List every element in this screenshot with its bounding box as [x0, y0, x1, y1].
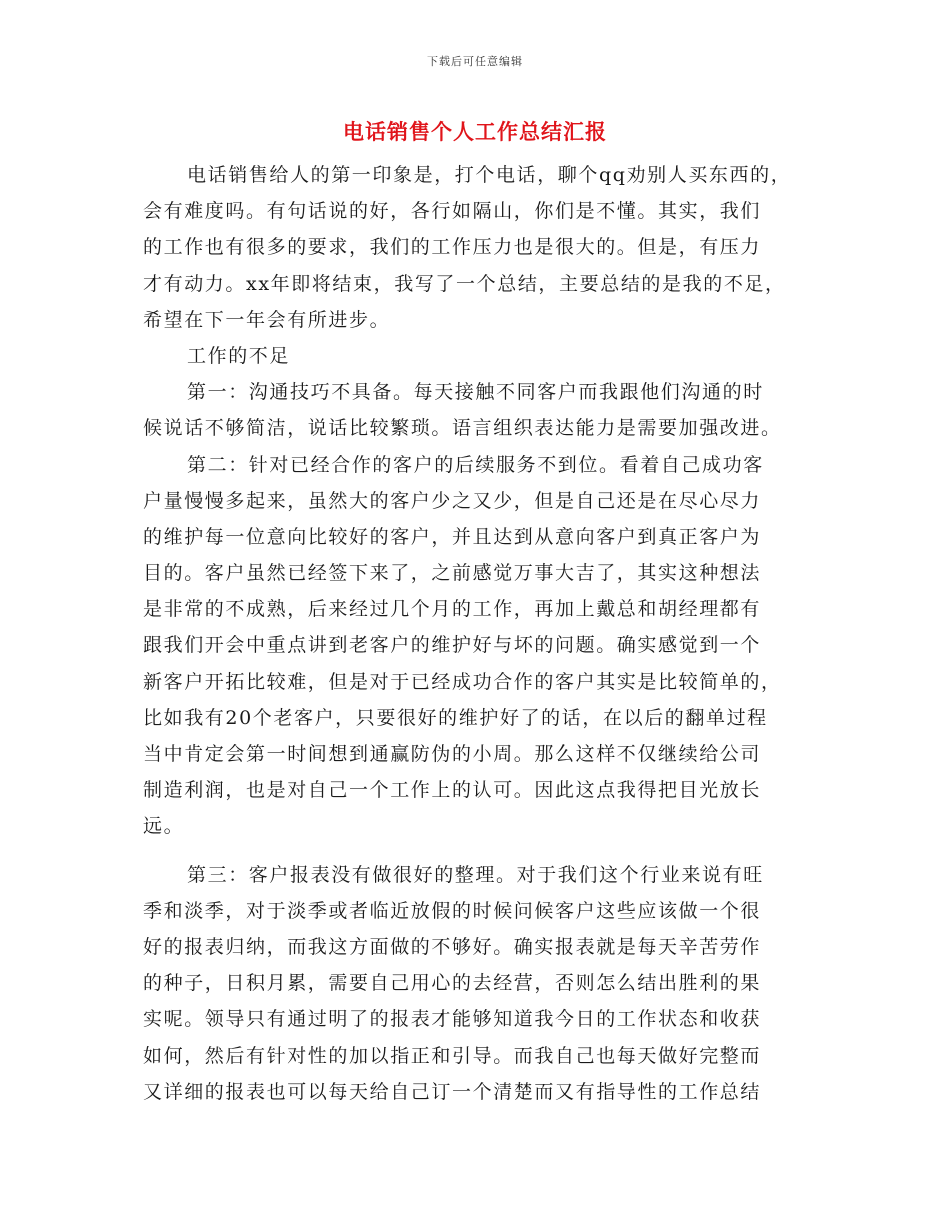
text-line: 的维护每一位意向比较好的客户，并且达到从意向客户到真正客户为	[143, 525, 762, 548]
text-line: 新客户开拓比较难，但是对于已经成功合作的客户其实是比较简单的，	[143, 670, 782, 693]
text-line: 季和淡季，对于淡季或者临近放假的时候问候客户这些应该做一个很	[143, 899, 762, 922]
text-line: 的种子，日积月累，需要自己用心的去经营，否则怎么结出胜利的果	[143, 972, 762, 995]
text-line: 实呢。领导只有通过明了的报表才能够知道我今日的工作状态和收获	[143, 1008, 762, 1031]
paragraph-gap	[143, 845, 815, 857]
text-line: 跟我们开会中重点讲到老客户的维护好与坏的问题。确实感觉到一个	[143, 634, 762, 657]
document-body	[143, 157, 815, 1110]
text-line: 电话销售给人的第一印象是，打个电话，聊个qq劝别人买东西的，	[187, 164, 792, 186]
text-line: 才有动力。xx年即将结束，我写了一个总结，主要总结的是我的不足，	[143, 272, 786, 295]
text-line: 远。	[143, 815, 185, 838]
text-line: 的工作也有很多的要求，我们的工作压力也是很大的。但是，有压力	[143, 236, 762, 259]
text-line: 好的报表归纳，而我这方面做的不够好。确实报表就是每天辛苦劳作	[143, 935, 762, 958]
text-line: 制造利润，也是对自己一个工作上的认可。因此这点我得把目光放长	[143, 779, 762, 802]
text-line: 是非常的不成熟，后来经过几个月的工作，再加上戴总和胡经理都有	[143, 598, 762, 621]
text-line: 目的。客户虽然已经签下来了，之前感觉万事大吉了，其实这种想法	[143, 562, 762, 585]
text-line: 第三：客户报表没有做很好的整理。对于我们这个行业来说有旺	[187, 863, 764, 886]
text-line: 户量慢慢多起来，虽然大的客户少之又少，但是自己还是在尽心尽力	[143, 489, 762, 512]
text-line: 希望在下一年会有所进步。	[143, 308, 391, 331]
text-line: 第二：针对已经合作的客户的后续服务不到位。看着自己成功客	[187, 453, 764, 476]
text-line: 如何，然后有针对性的加以指正和引导。而我自己也每天做好完整而	[143, 1044, 762, 1067]
text-line: 会有难度吗。有句话说的好，各行如隔山，你们是不懂。其实，我们	[143, 200, 762, 223]
text-line: 比如我有20个老客户，只要很好的维护好了的话，在以后的翻单过程	[143, 706, 768, 729]
header-note: 下载后可任意编辑	[427, 55, 523, 68]
text-line: 工作的不足	[187, 344, 291, 367]
text-line: 又详细的报表也可以每天给自己订一个清楚而又有指导性的工作总结	[143, 1080, 762, 1103]
text-line: 第一：沟通技巧不具备。每天接触不同客户而我跟他们沟通的时	[187, 381, 764, 404]
text-line: 候说话不够简洁，说话比较繁琐。语言组织表达能力是需要加强改进。	[143, 417, 782, 440]
text-line: 当中肯定会第一时间想到通赢防伪的小周。那么这样不仅继续给公司	[143, 743, 762, 765]
document-title: 电话销售个人工作总结汇报	[343, 119, 607, 144]
